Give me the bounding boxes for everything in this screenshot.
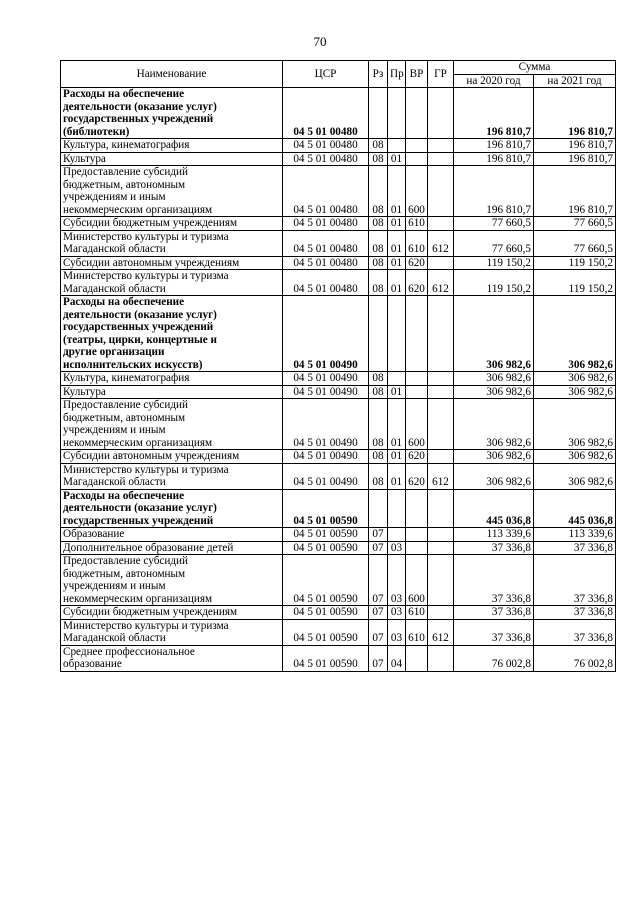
row-y2021: 306 982,6 [534, 463, 616, 489]
row-vr [406, 541, 428, 555]
table-row [61, 256, 616, 270]
row-pr: 04 [388, 645, 406, 671]
row-pr: 01 [388, 230, 406, 256]
row-gr [428, 450, 454, 464]
row-pr: 03 [388, 606, 406, 620]
row-vr [406, 385, 428, 399]
row-csr: 04 5 01 00490 [283, 296, 369, 372]
row-rz: 08 [369, 139, 388, 153]
row-vr [406, 645, 428, 671]
row-y2020: 196 810,7 [454, 139, 534, 153]
row-rz [369, 489, 388, 528]
row-pr: 01 [388, 450, 406, 464]
row-y2020: 37 336,8 [454, 555, 534, 606]
row-pr: 01 [388, 463, 406, 489]
row-name-line: Субсидии автономным учреждениям [63, 256, 240, 269]
row-y2021: 445 036,8 [534, 489, 616, 528]
row-csr: 04 5 01 00480 [283, 270, 369, 296]
row-name-line: Предоставление субсидий [63, 399, 189, 411]
row-name-line: Культура, кинематография [63, 372, 190, 384]
row-name-line: государственных учреждений [63, 113, 214, 125]
row-name-line: Предоставление субсидий [63, 555, 189, 567]
table-row [61, 555, 616, 606]
table-row [61, 489, 616, 528]
row-csr: 04 5 01 00480 [283, 256, 369, 270]
row-name [61, 463, 283, 489]
row-vr [406, 152, 428, 166]
table-row [61, 166, 616, 217]
row-pr [388, 88, 406, 139]
row-y2020: 306 982,6 [454, 385, 534, 399]
row-y2021: 306 982,6 [534, 296, 616, 372]
row-name-line: учреждениям и иным [63, 424, 166, 436]
table-row [61, 463, 616, 489]
row-gr [428, 606, 454, 620]
table-row [61, 645, 616, 671]
row-vr: 610 [406, 230, 428, 256]
row-name-line: Образование [63, 528, 125, 540]
row-name [61, 450, 283, 464]
row-y2021: 37 336,8 [534, 606, 616, 620]
row-gr [428, 555, 454, 606]
table-row [61, 606, 616, 620]
row-rz: 07 [369, 619, 388, 645]
row-name [61, 230, 283, 256]
row-pr: 01 [388, 385, 406, 399]
table-row [61, 541, 616, 555]
row-name-line: деятельности (оказание услуг) [63, 308, 217, 321]
row-pr: 01 [388, 399, 406, 450]
row-y2021: 306 982,6 [534, 450, 616, 464]
row-y2021: 196 810,7 [534, 88, 616, 139]
row-name-line: Культура, кинематография [63, 139, 190, 151]
row-csr: 04 5 01 00590 [283, 528, 369, 542]
row-y2020: 306 982,6 [454, 450, 534, 464]
row-vr: 610 [406, 619, 428, 645]
row-name [61, 166, 283, 217]
row-name-line: учреждениям и иным [63, 580, 166, 592]
row-name-line: Магаданской области [63, 632, 166, 644]
row-y2020: 306 982,6 [454, 399, 534, 450]
row-csr: 04 5 01 00490 [283, 385, 369, 399]
row-name [61, 270, 283, 296]
row-gr [428, 296, 454, 372]
row-pr: 01 [388, 217, 406, 231]
row-y2021: 37 336,8 [534, 555, 616, 606]
row-csr: 04 5 01 00590 [283, 541, 369, 555]
row-y2021: 306 982,6 [534, 372, 616, 386]
col-2021-header: на 2021 год [534, 74, 616, 88]
row-y2020: 76 002,8 [454, 645, 534, 671]
row-vr: 600 [406, 555, 428, 606]
row-gr [428, 645, 454, 671]
row-gr [428, 217, 454, 231]
row-pr: 03 [388, 619, 406, 645]
row-vr: 620 [406, 463, 428, 489]
col-name-header: Наименование [61, 61, 283, 88]
row-name-line: Предоставление субсидий [63, 166, 189, 178]
row-gr [428, 385, 454, 399]
row-name-line: Субсидии автономным учреждениям [63, 450, 240, 462]
row-y2021: 37 336,8 [534, 541, 616, 555]
row-name-line: (библиотеки) [63, 125, 130, 138]
row-y2020: 37 336,8 [454, 541, 534, 555]
row-name-line: государственных учреждений [63, 321, 214, 333]
row-csr: 04 5 01 00590 [283, 606, 369, 620]
row-y2020: 119 150,2 [454, 270, 534, 296]
row-name [61, 139, 283, 153]
row-gr: 612 [428, 619, 454, 645]
row-rz: 08 [369, 217, 388, 231]
row-y2020: 37 336,8 [454, 619, 534, 645]
row-pr [388, 372, 406, 386]
row-csr: 04 5 01 00480 [283, 152, 369, 166]
row-gr [428, 489, 454, 528]
row-name-line: некоммерческим организациям [63, 203, 213, 216]
row-name-line: некоммерческим организациям [63, 592, 213, 605]
header-row [61, 61, 616, 75]
row-vr: 610 [406, 606, 428, 620]
table-row [61, 139, 616, 153]
row-y2020: 306 982,6 [454, 463, 534, 489]
row-vr [406, 88, 428, 139]
row-y2021: 306 982,6 [534, 399, 616, 450]
col-2020-header: на 2020 год [454, 74, 534, 88]
col-rz-header: Рз [369, 61, 388, 88]
row-gr: 612 [428, 270, 454, 296]
row-gr [428, 139, 454, 153]
row-rz: 08 [369, 256, 388, 270]
row-y2020: 306 982,6 [454, 296, 534, 372]
row-pr: 03 [388, 555, 406, 606]
row-name-line: Расходы на обеспечение [63, 296, 185, 308]
row-name-line: образование [63, 658, 122, 670]
row-name-line: Расходы на обеспечение [63, 88, 185, 100]
row-name [61, 399, 283, 450]
row-name-line: деятельности (оказание услуг) [63, 502, 217, 514]
row-pr [388, 528, 406, 542]
row-y2021: 119 150,2 [534, 270, 616, 296]
row-y2020: 196 810,7 [454, 166, 534, 217]
row-gr: 612 [428, 230, 454, 256]
row-y2020: 196 810,7 [454, 88, 534, 139]
row-name-line: другие организации [63, 346, 165, 358]
row-name-line: Магаданской области [63, 282, 166, 295]
row-csr: 04 5 01 00590 [283, 555, 369, 606]
row-y2021: 196 810,7 [534, 139, 616, 153]
row-name-line: Министерство культуры и туризма [63, 619, 229, 632]
row-rz: 07 [369, 528, 388, 542]
row-vr: 600 [406, 166, 428, 217]
table-row [61, 528, 616, 542]
row-csr: 04 5 01 00490 [283, 463, 369, 489]
row-y2021: 119 150,2 [534, 256, 616, 270]
row-vr: 620 [406, 256, 428, 270]
table-row [61, 619, 616, 645]
row-name [61, 88, 283, 139]
row-vr: 620 [406, 450, 428, 464]
row-vr [406, 528, 428, 542]
row-csr: 04 5 01 00490 [283, 399, 369, 450]
row-y2020: 445 036,8 [454, 489, 534, 528]
row-gr [428, 166, 454, 217]
row-rz [369, 296, 388, 372]
row-name-line: Субсидии бюджетным учреждениям [63, 217, 238, 229]
col-csr-header: ЦСР [283, 61, 369, 88]
row-pr: 01 [388, 166, 406, 217]
row-gr [428, 88, 454, 139]
row-vr [406, 296, 428, 372]
row-y2021: 196 810,7 [534, 166, 616, 217]
row-y2021: 113 339,6 [534, 528, 616, 542]
row-y2020: 77 660,5 [454, 217, 534, 231]
row-name-line: некоммерческим организациям [63, 436, 213, 449]
row-csr: 04 5 01 00490 [283, 450, 369, 464]
row-name [61, 489, 283, 528]
row-pr: 01 [388, 270, 406, 296]
row-gr [428, 541, 454, 555]
row-vr: 600 [406, 399, 428, 450]
table-row [61, 217, 616, 231]
row-y2021: 77 660,5 [534, 217, 616, 231]
table-row [61, 385, 616, 399]
row-gr [428, 372, 454, 386]
row-csr: 04 5 01 00480 [283, 166, 369, 217]
row-pr [388, 296, 406, 372]
row-name [61, 217, 283, 231]
row-csr: 04 5 01 00590 [283, 645, 369, 671]
table-row [61, 152, 616, 166]
table-row [61, 399, 616, 450]
row-name-line: Расходы на обеспечение [63, 489, 185, 502]
row-y2020: 306 982,6 [454, 372, 534, 386]
row-name-line: бюджетным, автономным [63, 178, 186, 191]
row-rz: 07 [369, 541, 388, 555]
row-gr: 612 [428, 463, 454, 489]
row-gr [428, 256, 454, 270]
row-rz: 08 [369, 166, 388, 217]
row-csr: 04 5 01 00490 [283, 372, 369, 386]
row-csr: 04 5 01 00590 [283, 619, 369, 645]
row-name-line: деятельности (оказание услуг) [63, 100, 217, 113]
row-vr [406, 489, 428, 528]
row-name-line: бюджетным, автономным [63, 411, 186, 424]
row-rz: 08 [369, 399, 388, 450]
row-csr: 04 5 01 00480 [283, 230, 369, 256]
row-pr: 01 [388, 256, 406, 270]
row-vr: 610 [406, 217, 428, 231]
col-sum-header: Сумма [454, 61, 616, 75]
row-vr [406, 139, 428, 153]
row-name-line: Культура [63, 152, 106, 165]
row-name [61, 645, 283, 671]
row-rz: 07 [369, 555, 388, 606]
row-name [61, 256, 283, 270]
row-rz: 08 [369, 152, 388, 166]
row-name-line: Министерство культуры и туризма [63, 270, 229, 282]
row-y2020: 37 336,8 [454, 606, 534, 620]
table-row [61, 296, 616, 372]
col-pr-header: Пр [388, 61, 406, 88]
row-pr [388, 489, 406, 528]
row-name-line: Магаданской области [63, 476, 166, 488]
row-rz: 08 [369, 450, 388, 464]
row-rz: 08 [369, 372, 388, 386]
row-name-line: (театры, цирки, концертные и [63, 333, 217, 346]
row-csr: 04 5 01 00480 [283, 88, 369, 139]
row-rz: 08 [369, 385, 388, 399]
row-rz: 08 [369, 463, 388, 489]
row-y2020: 196 810,7 [454, 152, 534, 166]
row-name-line: Дополнительное образование детей [63, 541, 234, 554]
row-name-line: Министерство культуры и туризма [63, 230, 229, 243]
row-y2020: 113 339,6 [454, 528, 534, 542]
row-vr [406, 372, 428, 386]
row-name-line: Субсидии бюджетным учреждениям [63, 606, 238, 618]
row-csr: 04 5 01 00590 [283, 489, 369, 528]
row-name-line: Культура [63, 385, 106, 398]
row-csr: 04 5 01 00480 [283, 217, 369, 231]
row-name [61, 372, 283, 386]
row-rz [369, 88, 388, 139]
row-name-line: Среднее профессиональное [63, 645, 195, 658]
col-vr-header: ВР [406, 61, 428, 88]
row-name-line: учреждениям и иным [63, 191, 166, 203]
row-name-line: Магаданской области [63, 243, 166, 255]
row-rz: 08 [369, 270, 388, 296]
row-y2020: 77 660,5 [454, 230, 534, 256]
row-rz: 07 [369, 606, 388, 620]
row-y2021: 76 002,8 [534, 645, 616, 671]
row-name [61, 385, 283, 399]
table-row [61, 450, 616, 464]
row-name-line: Министерство культуры и туризма [63, 463, 229, 476]
page-number: 70 [313, 34, 327, 49]
row-y2021: 77 660,5 [534, 230, 616, 256]
row-name [61, 619, 283, 645]
row-gr [428, 528, 454, 542]
row-name [61, 296, 283, 372]
row-pr [388, 139, 406, 153]
row-gr [428, 399, 454, 450]
row-name-line: исполнительских искусств) [63, 358, 203, 371]
row-csr: 04 5 01 00480 [283, 139, 369, 153]
table-row [61, 88, 616, 139]
row-rz: 07 [369, 645, 388, 671]
row-name [61, 606, 283, 620]
row-rz: 08 [369, 230, 388, 256]
row-pr: 03 [388, 541, 406, 555]
row-pr: 01 [388, 152, 406, 166]
row-y2020: 119 150,2 [454, 256, 534, 270]
row-y2021: 37 336,8 [534, 619, 616, 645]
row-name-line: бюджетным, автономным [63, 567, 186, 580]
table-body [61, 88, 616, 672]
row-y2021: 196 810,7 [534, 152, 616, 166]
budget-table [60, 60, 616, 672]
table-row [61, 270, 616, 296]
row-gr [428, 152, 454, 166]
table-row [61, 230, 616, 256]
row-name-line: государственных учреждений [63, 514, 214, 527]
row-name [61, 528, 283, 542]
row-name [61, 555, 283, 606]
row-name [61, 541, 283, 555]
table-row [61, 372, 616, 386]
row-name [61, 152, 283, 166]
col-gr-header: ГР [428, 61, 454, 88]
row-y2021: 306 982,6 [534, 385, 616, 399]
row-vr: 620 [406, 270, 428, 296]
